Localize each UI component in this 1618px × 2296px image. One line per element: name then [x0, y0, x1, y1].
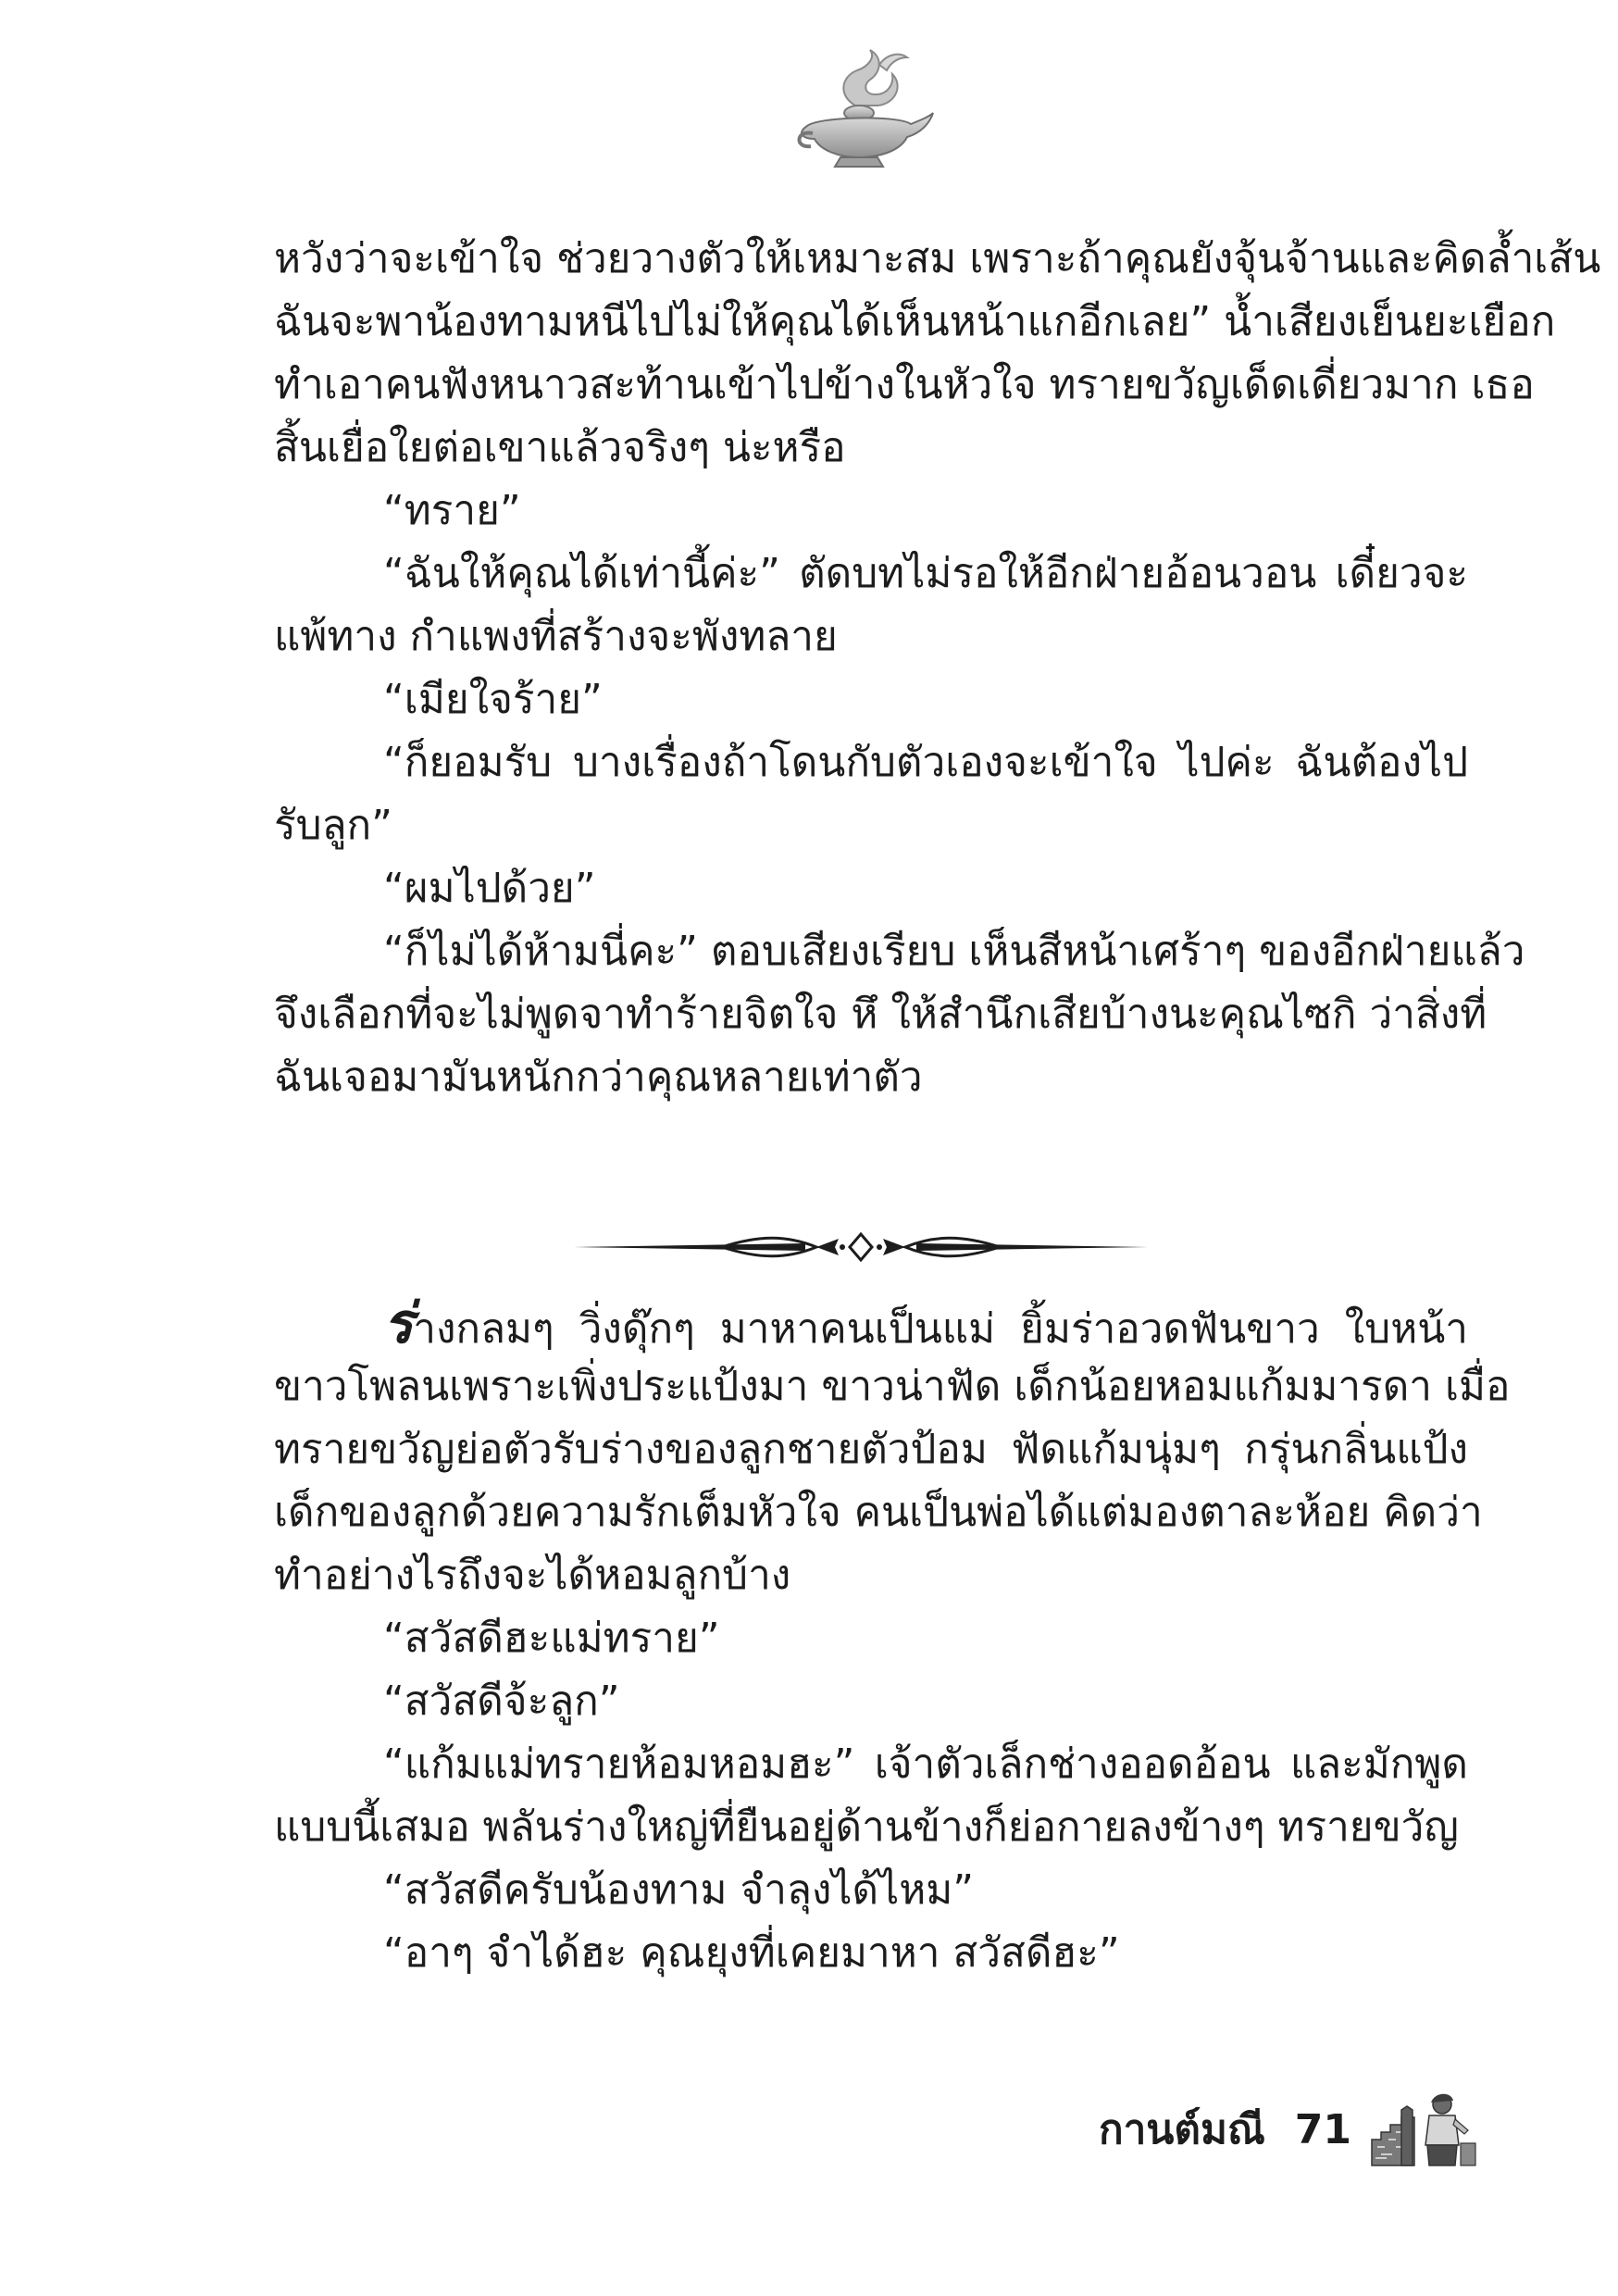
text-line: ฉันจะพาน้องทามหนีไปไม่ให้คุณได้เห็นหน้าแกอีกเลย” น้ำเสียงเย็นยะเยือก — [274, 298, 1556, 345]
dropcap-letter: ร่ — [383, 1292, 414, 1356]
page-number: 71 — [1294, 2105, 1351, 2153]
text-line: หวังว่าจะเข้าใจ ช่วยวางตัวให้เหมาะสม เพราะถ้าคุณยังจุ้นจ้านและคิดล้ำเส้น — [274, 235, 1601, 282]
dialogue-line: “สวัสดีจ้ะลูก” — [383, 1678, 620, 1725]
text-line: ทำเอาคนฟังหนาวสะท้านเข้าไปข้างในหัวใจ ทรายขวัญเด็ดเดี่ยวมาก เธอ — [274, 361, 1535, 408]
ornamental-divider — [574, 1231, 1148, 1263]
author-name: กานต์มณี — [1098, 2106, 1265, 2153]
dialogue-line: “ผมไปด้วย” — [383, 865, 596, 912]
text-line: “แก้มแม่ทรายห้อมหอมฮะ” เจ้าตัวเล็กช่างออดอ้อน และมักพูด — [383, 1741, 1468, 1788]
text-line: ทำอย่างไรถึงจะได้หอมลูกบ้าง — [274, 1552, 791, 1599]
genie-lamp-icon — [790, 48, 935, 170]
dialogue-line: “สวัสดีฮะแม่ทราย” — [383, 1615, 720, 1662]
dialogue-line: “สวัสดีครับน้องทาม จำลุงได้ไหม” — [383, 1866, 975, 1914]
dialogue-line: “เมียใจร้าย” — [383, 676, 603, 723]
text-line-rest: างกลมๆ วิ่งดุ๊กๆ มาหาคนเป็นแม่ ยิ้มร่าอวดฟันขาว ใบหน้า — [413, 1305, 1468, 1353]
page-footer — [1099, 2092, 1479, 2166]
text-block-top — [274, 228, 1601, 1109]
text-line: แบบนี้เสมอ พลันร่างใหญ่ที่ยืนอยู่ด้านข้างก็ย่อกายลงข้างๆ ทรายขวัญ — [274, 1803, 1459, 1851]
text-line — [274, 1292, 1468, 1355]
text-line: ทรายขวัญย่อตัวรับร่างของลูกชายตัวป้อม ฟัดแก้มนุ่มๆ กรุ่นกลิ่นแป้ง — [274, 1426, 1468, 1473]
dialogue-line: “ทราย” — [383, 487, 521, 534]
text-line: รับลูก” — [274, 802, 392, 849]
text-line: แพ้ทาง กำแพงที่สร้างจะพังทลาย — [274, 613, 838, 660]
text-line: ขาวโพลนเพราะเพิ่งประแป้งมา ขาวน่าฟัด เด็กน้อยหอมแก้มมารดา เมื่อ — [274, 1363, 1511, 1410]
text-line: ฉันเจอมามันหนักกว่าคุณหลายเท่าตัว — [274, 1054, 923, 1101]
text-line: จึงเลือกที่จะไม่พูดจาทำร้ายจิตใจ หึ ให้สำนึกเสียบ้างนะคุณไซกิ ว่าสิ่งที่ — [274, 991, 1487, 1038]
dialogue-line: “อาๆ จำได้ฮะ คุณยุงที่เคยมาหา สวัสดีฮะ” — [383, 1929, 1120, 1977]
text-line: เด็กของลูกด้วยความรักเต็มหัวใจ คนเป็นพ่อได้แต่มองตาละห้อย คิดว่า — [274, 1489, 1483, 1536]
castle-and-figure-icon — [1368, 2088, 1479, 2171]
text-line: สิ้นเยื่อใยต่อเขาแล้วจริงๆ น่ะหรือ — [274, 424, 846, 471]
text-block-bottom — [274, 1292, 1511, 1985]
text-line: “ฉันให้คุณได้เท่านี้ค่ะ” ตัดบทไม่รอให้อีกฝ่ายอ้อนวอน เดี๋ยวจะ — [383, 550, 1468, 597]
text-line: “ก็ยอมรับ บางเรื่องถ้าโดนกับตัวเองจะเข้าใจ ไปค่ะ ฉันต้องไป — [383, 739, 1468, 786]
text-line: “ก็ไม่ได้ห้ามนี่คะ” ตอบเสียงเรียบ เห็นสีหน้าเศร้าๆ ของอีกฝ่ายแล้ว — [383, 928, 1525, 975]
